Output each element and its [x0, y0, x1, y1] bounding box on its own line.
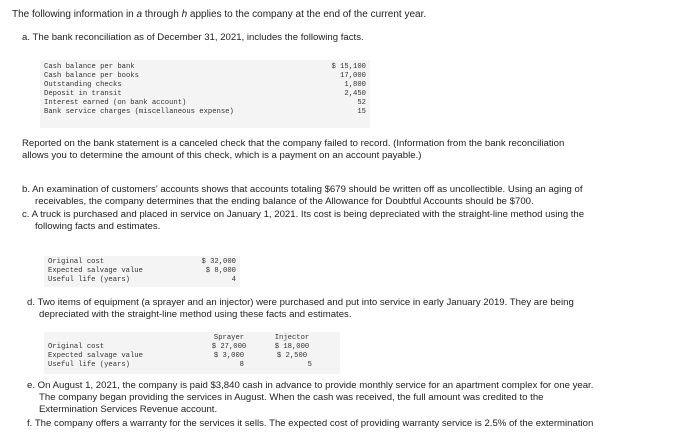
item-b-line: receivables, the company determines that the ending balance of the Allowance for Doubtful Accounts should be $700. [35, 196, 534, 207]
item-a-note-line: allows you to determine the amount of this check, which is a payment on an account payable.) [22, 150, 422, 161]
table-row-label: Outstanding checks [44, 81, 122, 89]
intro-part: applies to the company at the end of the current year. [187, 9, 427, 20]
table-row-value: 52 [357, 99, 366, 107]
table-row-value: $ 15,100 [331, 63, 366, 71]
table-row-value: $ 8,000 [205, 267, 236, 275]
table-row-label: Expected salvage value [48, 267, 143, 275]
item-a-note-line: Reported on the bank statement is a canceled check that the company failed to record. (Information from the bank reconciliation [22, 138, 565, 149]
table-row-value: 2,450 [344, 90, 366, 98]
item-b-line: b. An examination of customers' accounts shows that accounts totaling $679 should be written off as uncollectible. Using an aging of [22, 184, 583, 195]
table-row-label: Useful life (years) [48, 361, 130, 369]
table-row-label: Bank service charges (miscellaneous expense) [44, 108, 234, 116]
column-header: Sprayer [213, 334, 245, 342]
table-row-value: 4 [231, 276, 236, 284]
bank-reconciliation-table [40, 60, 370, 128]
intro-text [12, 9, 426, 21]
equipment-depreciation-table [44, 332, 340, 374]
table-row-value: $ 32,000 [201, 258, 236, 266]
item-a-heading: a. The bank reconciliation as of December 31, 2021, includes the following facts. [22, 32, 364, 43]
item-f-line: f. The company offers a warranty for the services it sells. The expected cost of providing warranty service is 2.5% of the extermination [27, 418, 594, 429]
intro-part: The following information in [12, 9, 137, 20]
table-cell: $ 3,000 [213, 352, 245, 360]
table-cell: $ 18,000 [274, 343, 310, 351]
item-e-line: e. On August 1, 2021, the company is paid $3,840 cash in advance to provide monthly service for an apartment complex for one year. [27, 380, 594, 391]
table-row-value: 1,800 [344, 81, 366, 89]
item-d-line: d. Two items of equipment (a sprayer and an injector) were purchased and put into service in early January 2019. They are being [27, 297, 574, 308]
table-cell: 5 [307, 361, 312, 369]
item-d-line: depreciated with the straight-line method using these facts and estimates. [39, 309, 352, 320]
intro-part: through [142, 9, 182, 20]
item-e-line: Extermination Services Revenue account. [39, 404, 218, 415]
table-cell: $ 2,500 [276, 352, 308, 360]
column-header: Injector [274, 334, 310, 342]
table-row-label: Cash balance per bank [44, 63, 135, 71]
table-row-label: Deposit in transit [44, 90, 122, 98]
table-row-label: Original cost [48, 258, 105, 266]
intro-part-italic-h: h [181, 9, 188, 20]
table-row-label: Expected salvage value [48, 352, 143, 360]
table-cell: 8 [239, 361, 244, 369]
table-row-label: Useful life (years) [48, 276, 130, 284]
table-row-value: 15 [357, 108, 366, 116]
intro-part-italic-a: a [136, 9, 143, 20]
table-row-value: 17,000 [340, 72, 366, 80]
truck-depreciation-table [44, 256, 240, 287]
item-c-line: c. A truck is purchased and placed in service on January 1, 2021. Its cost is being depreciated with the straight-line method using the [22, 209, 585, 220]
item-e-line: The company began providing the services in August. When the cash was received, the full amount was credited to the [39, 392, 544, 403]
table-row-label: Cash balance per books [44, 72, 139, 80]
table-row-label: Original cost [48, 343, 105, 351]
item-c-line: following facts and estimates. [35, 221, 161, 232]
table-row-label: Interest earned (on bank account) [44, 99, 187, 107]
table-cell: $ 27,000 [211, 343, 247, 351]
